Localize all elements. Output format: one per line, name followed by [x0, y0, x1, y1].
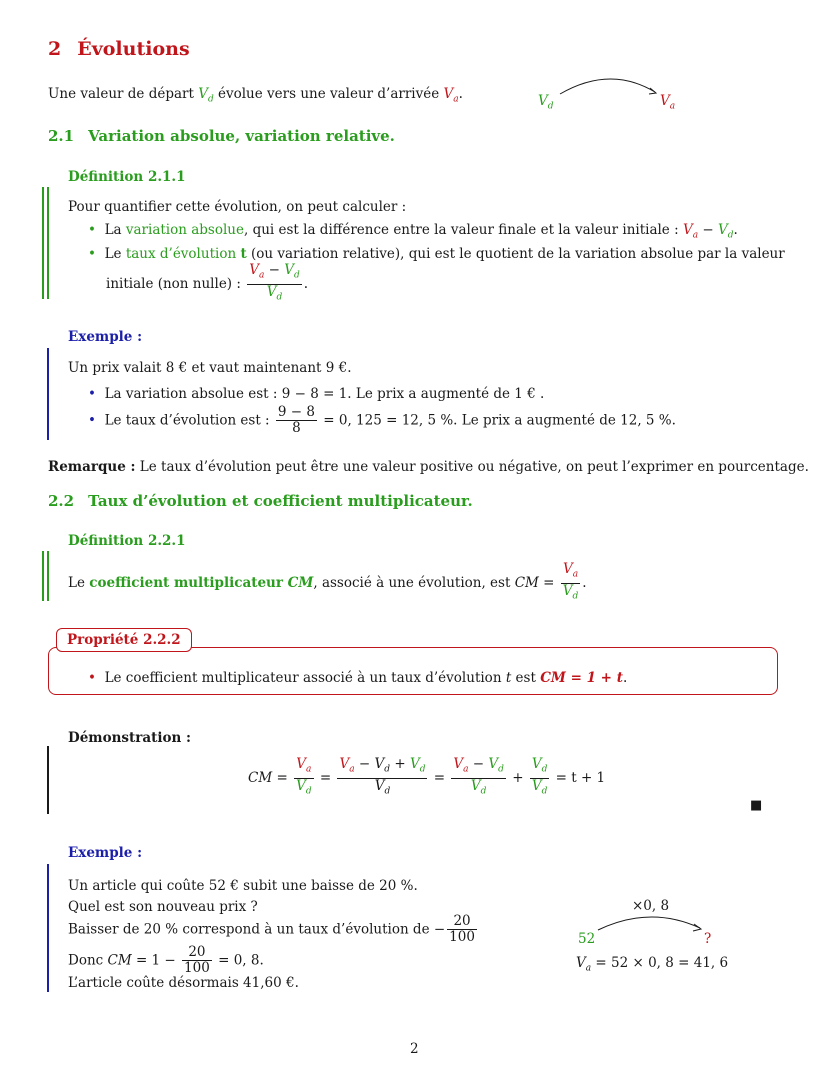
- example-1-heading: Exemple :: [68, 329, 143, 345]
- definition-bar-left: [42, 187, 44, 299]
- demonstration-heading: Démonstration :: [68, 730, 191, 746]
- page-number: 2: [410, 1041, 419, 1057]
- term-variation-absolue: variation absolue: [125, 222, 244, 238]
- property-formula: CM = 1 + t: [540, 670, 623, 686]
- subsection-2-1-title: 2.1 Variation absolue, variation relative.: [48, 127, 395, 145]
- example-2-line-3: Baisser de 20 % correspond à un taux d’évolution de − $\frac{20}{100}$: [68, 913, 475, 945]
- subsection-2-2-title: 2.2 Taux d’évolution et coefficient multiplicateur.: [48, 492, 473, 510]
- definition-2-bar-right: [47, 551, 49, 601]
- example-2-heading: Exemple :: [68, 845, 143, 861]
- qed-square: ■: [750, 798, 763, 813]
- section-number: 2: [48, 38, 62, 60]
- va-symbol: $V_a$: [443, 86, 459, 105]
- definition-2-bar-left: [42, 551, 44, 601]
- remark: Remarque : Le taux d’évolution peut être une valeur positive ou négative, on peut l’exprimer en pourcentage.: [48, 459, 809, 475]
- definition-bullet-2-line2: initiale (non nulle) : $\frac{V_a - V_d}{V_d}$ .: [106, 263, 308, 305]
- vd-symbol: $V_d$: [198, 86, 214, 105]
- example-1-bullet-1: • La variation absolue est : 9 − 8 = 1. Le prix a augmenté de 1 € .: [88, 386, 545, 402]
- section-title: [48, 38, 190, 60]
- definition-2-2-1-heading: Définition 2.2.1: [68, 533, 186, 549]
- diagram2-left: 52: [578, 931, 596, 947]
- demonstration-formula: CM = $\frac{V_a}{V_d}$ = $\frac{V_a - V_d + V_d}{V_d}$ = $\frac{V_a - V_d}{V_d}$ + $\frac{V_d}{V_d}$ = t + 1: [248, 756, 606, 797]
- term-taux-evolution: taux d’évolution: [125, 246, 237, 262]
- example-arrowhead: [693, 924, 701, 931]
- definition-2-1-1-heading: Définition 2.1.1: [68, 169, 186, 185]
- intro-line: Une valeur de départ $V_d$ évolue vers une valeur d’arrivée $V_a$.: [48, 86, 463, 105]
- example-arrow-curve: [598, 917, 700, 930]
- definition-bullet-1: • La variation absolue, qui est la différence entre la valeur finale et la valeur initiale : $V_a - V_d$.: [88, 222, 738, 241]
- definition-bar-right: [47, 187, 49, 299]
- demonstration-bar: [47, 746, 49, 814]
- diagram2-label: ×0, 8: [632, 898, 670, 914]
- example-2-line-5: L’article coûte désormais 41,60 €.: [68, 975, 299, 991]
- diagram1-right: $V_a$: [660, 93, 676, 112]
- definition-lead: Pour quantifier cette évolution, on peut calculer :: [68, 199, 407, 215]
- diagram2-right: ?: [704, 931, 712, 947]
- diagram2-result: $V_a = 52 \times 0$, 8 = 41, 6: [576, 955, 729, 974]
- intro-text-1: Une valeur de départ: [48, 86, 199, 102]
- section-title-text: Évolutions: [77, 38, 190, 60]
- property-text: • Le coefficient multiplicateur associé à un taux d’évolution t est CM = 1 + t.: [88, 670, 628, 686]
- intro-text-2: évolue vers une valeur d’arrivée: [213, 86, 444, 102]
- example-2-bar: [47, 864, 49, 992]
- definition-bullet-2: • Le taux d’évolution t (ou variation relative), qui est le quotient de la variation absolue par la valeur: [88, 246, 785, 262]
- example-2-line-2: Quel est son nouveau prix ?: [68, 899, 258, 915]
- example-1-lead: Un prix valait 8 € et vaut maintenant 9 €.: [68, 360, 352, 376]
- relative-variation-fraction: $\frac{V_a - V_d}{V_d}$: [249, 262, 300, 303]
- evolution-arrow-curve: [560, 79, 655, 94]
- definition-2-text: Le coefficient multiplicateur CM, associé à une évolution, est CM = $\frac{V_a}{V_d}$ .: [68, 561, 587, 602]
- evolution-arrowhead: [649, 88, 656, 94]
- property-heading: Propriété 2.2.2: [56, 628, 192, 652]
- diagram1-left: $V_d$: [538, 93, 554, 112]
- example-2-line-4: Donc CM = 1 − $\frac{20}{100}$ = 0, 8.: [68, 944, 264, 976]
- example-1-bullet-2: • Le taux d’évolution est : $\frac{9 - 8}{8}$ = 0, 125 = 12, 5 %. Le prix a augmenté de 12, 5 %.: [88, 404, 676, 436]
- example-2-line-1: Un article qui coûte 52 € subit une baisse de 20 %.: [68, 878, 418, 894]
- example-1-bar: [47, 348, 49, 440]
